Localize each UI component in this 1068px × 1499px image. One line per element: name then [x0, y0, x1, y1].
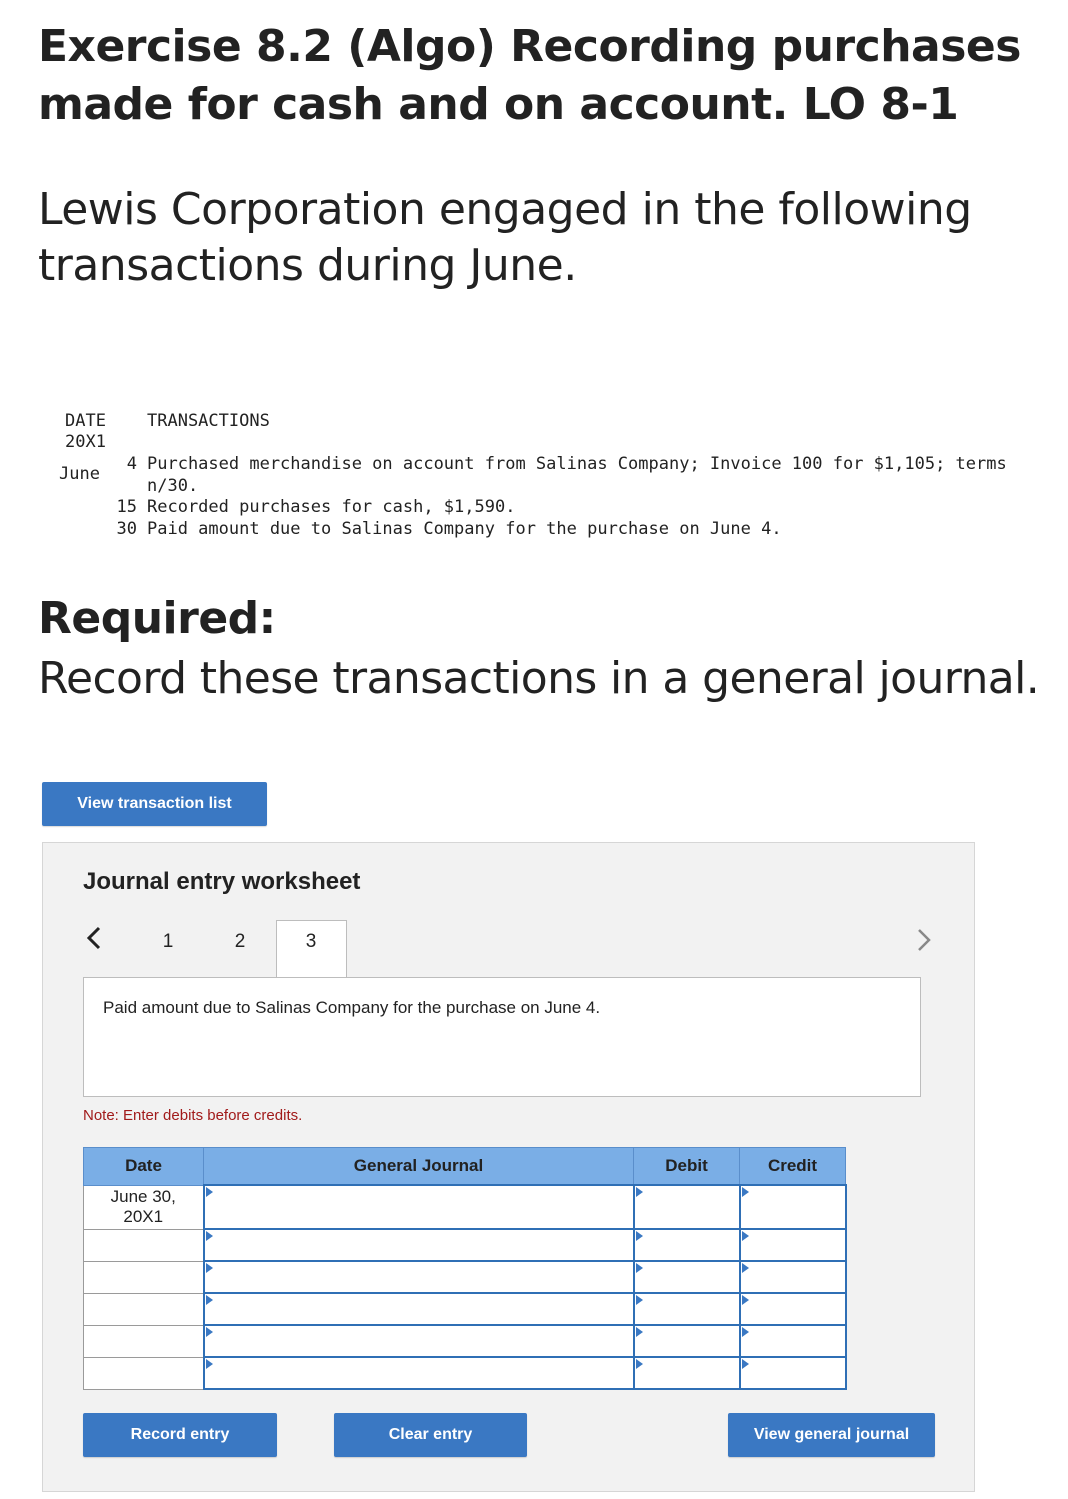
triangle-marker-icon [636, 1231, 643, 1241]
view-transaction-list-button[interactable]: View transaction list [42, 782, 267, 826]
transaction-month: June [59, 464, 100, 484]
account-input[interactable] [204, 1325, 634, 1357]
worksheet-title: Journal entry worksheet [83, 868, 361, 895]
credit-input[interactable] [740, 1261, 846, 1293]
date-line: June 30, [110, 1187, 176, 1206]
transaction-description-box [83, 977, 921, 1097]
debit-input[interactable] [634, 1293, 740, 1325]
date-cell [84, 1229, 204, 1261]
page-title: Exercise 8.2 (Algo) Recording purchases made for cash and on account. LO 8-1 [38, 21, 1021, 130]
account-input[interactable] [204, 1261, 634, 1293]
date-cell [84, 1325, 204, 1357]
account-input[interactable] [204, 1185, 634, 1229]
date-cell [84, 1185, 204, 1229]
triangle-marker-icon [206, 1295, 213, 1305]
triangle-marker-icon [206, 1187, 213, 1197]
triangle-marker-icon [742, 1231, 749, 1241]
debit-input[interactable] [634, 1357, 740, 1389]
triangle-marker-icon [636, 1359, 643, 1369]
debit-input[interactable] [634, 1261, 740, 1293]
credit-input[interactable] [740, 1325, 846, 1357]
triangle-marker-icon [636, 1187, 643, 1197]
date-cell [84, 1261, 204, 1293]
clear-entry-button[interactable]: Clear entry [334, 1413, 527, 1457]
credit-input[interactable] [740, 1357, 846, 1389]
table-row [84, 1325, 846, 1357]
tab-1[interactable]: 1 [162, 931, 174, 952]
triangle-marker-icon [206, 1359, 213, 1369]
table-row [84, 1261, 846, 1293]
chevron-right-icon[interactable] [916, 927, 932, 960]
triangle-marker-icon [742, 1359, 749, 1369]
triangle-marker-icon [206, 1263, 213, 1273]
record-entry-button[interactable]: Record entry [83, 1413, 277, 1457]
date-column-header: Date [84, 1148, 204, 1186]
transaction-day: 15 [116, 497, 137, 517]
account-input[interactable] [204, 1229, 634, 1261]
triangle-marker-icon [742, 1327, 749, 1337]
credit-input[interactable] [740, 1293, 846, 1325]
required-heading: Required: [38, 593, 276, 644]
credit-column-header: Credit [740, 1148, 846, 1186]
table-row [84, 1185, 846, 1229]
transaction-text-continued: n/30. [147, 476, 199, 496]
triangle-marker-icon [742, 1187, 749, 1197]
transaction-text: Paid amount due to Salinas Company for the purchase on June 4. [147, 519, 782, 539]
transaction-description: Paid amount due to Salinas Company for the purchase on June 4. [103, 998, 601, 1017]
required-text: Record these transactions in a general journal. [38, 653, 1040, 704]
intro-text: Lewis Corporation engaged in the following transactions during June. [38, 184, 972, 291]
triangle-marker-icon [636, 1327, 643, 1337]
transaction-text: Recorded purchases for cash, $1,590. [147, 497, 516, 517]
date-cell [84, 1357, 204, 1389]
triangle-marker-icon [742, 1295, 749, 1305]
transaction-day: 4 [126, 454, 137, 474]
triangle-marker-icon [636, 1263, 643, 1273]
tab-3[interactable]: 3 [305, 931, 317, 952]
credit-input[interactable] [740, 1229, 846, 1261]
table-row [84, 1357, 846, 1389]
general-journal-table [83, 1147, 847, 1390]
entry-note: Note: Enter debits before credits. [83, 1107, 303, 1124]
transaction-day: 30 [116, 519, 137, 539]
chevron-left-icon[interactable] [86, 925, 102, 958]
date-line: 20X1 [123, 1207, 164, 1226]
transaction-text: Purchased merchandise on account from Salinas Company; Invoice 100 for $1,105; terms [147, 454, 1007, 474]
triangle-marker-icon [742, 1263, 749, 1273]
debit-input[interactable] [634, 1325, 740, 1357]
table-row [84, 1293, 846, 1325]
view-general-journal-button[interactable]: View general journal [728, 1413, 935, 1457]
general-journal-column-header: General Journal [204, 1148, 634, 1186]
table-row [84, 1229, 846, 1261]
debit-input[interactable] [634, 1185, 740, 1229]
credit-input[interactable] [740, 1185, 846, 1229]
account-input[interactable] [204, 1293, 634, 1325]
date-column-header: DATE [65, 411, 106, 431]
tab-2[interactable]: 2 [234, 931, 246, 952]
triangle-marker-icon [206, 1327, 213, 1337]
triangle-marker-icon [206, 1231, 213, 1241]
account-input[interactable] [204, 1357, 634, 1389]
debit-column-header: Debit [634, 1148, 740, 1186]
transactions-column-header: TRANSACTIONS [147, 411, 270, 431]
date-cell [84, 1293, 204, 1325]
transaction-year: 20X1 [65, 432, 106, 452]
triangle-marker-icon [636, 1295, 643, 1305]
debit-input[interactable] [634, 1229, 740, 1261]
